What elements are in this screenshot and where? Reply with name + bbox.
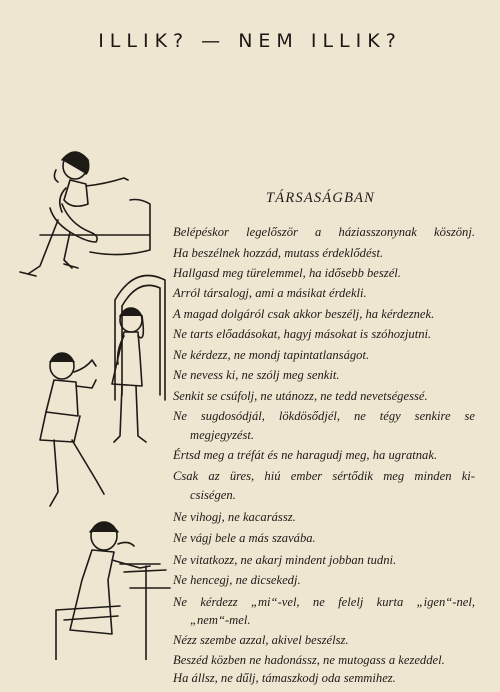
rule-line-continuation: megjegyzést.	[190, 428, 254, 442]
rule-line: Ne nevess ki, ne szólj meg senkit.	[173, 368, 340, 382]
rule-line: Belépéskor legelőször a háziasszonynak köszönj.	[173, 225, 475, 239]
rule-line: Senkit se csúfolj, ne utánozz, ne tedd nevetségessé.	[173, 389, 428, 403]
rule-line: Beszéd közben ne hadonássz, ne mutogass a kezeddel.	[173, 653, 445, 667]
rule-line: Hallgasd meg türelemmel, ha idősebb beszél.	[173, 266, 401, 280]
rule-line: Ne vitatkozz, ne akarj mindent jobban tudni.	[173, 553, 397, 567]
page-title: ILLIK? — NEM ILLIK?	[98, 30, 402, 52]
rule-line: Ne sugdosódjál, lökdösődjél, ne tégy senkire se	[173, 409, 475, 423]
rule-line: Ne vihogj, ne kacarássz.	[173, 510, 296, 524]
rule-line: Ne kérdezz „mi“-vel, ne felelj kurta „igen“-nel,	[173, 595, 475, 609]
rule-line: Arról társalogj, ami a másikat érdekli.	[173, 286, 367, 300]
rule-line: Ne hencegj, ne dicsekedj.	[173, 573, 301, 587]
rule-line-continuation: „nem“-mel.	[190, 613, 251, 627]
rule-line: Ne vágj bele a más szavába.	[173, 531, 316, 545]
rule-line-continuation: csiségen.	[190, 488, 236, 502]
rule-line: Ne tarts előadásokat, hagyj másokat is szóhozjutni.	[173, 327, 432, 341]
rule-line: Ha állsz, ne dűlj, támaszkodj oda semmihez.	[173, 671, 396, 685]
rule-line: Ne kérdezz, ne mondj tapintatlanságot.	[173, 348, 370, 362]
section-title: TÁRSASÁGBAN	[266, 190, 376, 206]
rule-line: Értsd meg a tréfát és ne haragudj meg, ha ugratnak.	[173, 448, 438, 462]
rule-line: Ha beszélnek hozzád, mutass érdeklődést.	[173, 246, 384, 260]
rule-line: Nézz szembe azzal, akivel beszélsz.	[173, 633, 349, 647]
rule-line: Csak az üres, hiú ember sértődik meg minden ki-	[173, 469, 475, 483]
rule-line: A magad dolgáról csak akkor beszélj, ha kérdeznek.	[173, 307, 435, 321]
